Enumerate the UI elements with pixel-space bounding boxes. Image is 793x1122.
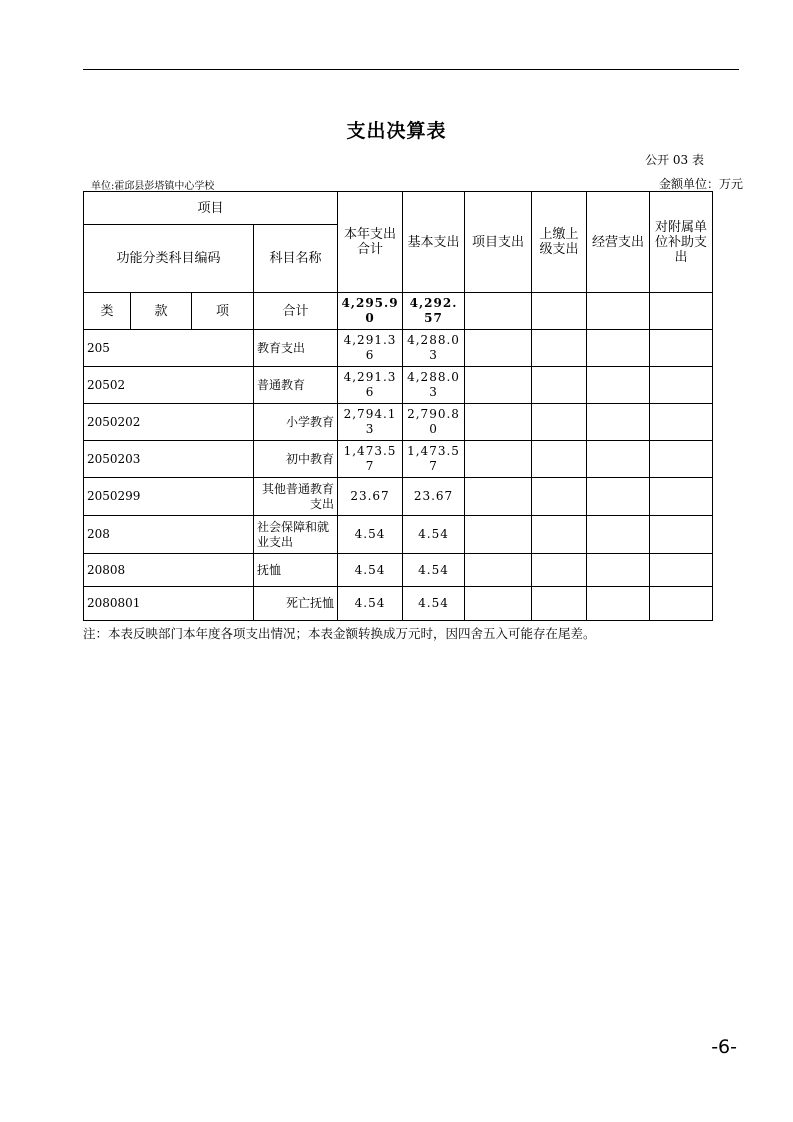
row-name: 抚恤 — [254, 554, 338, 587]
empty-cell — [650, 330, 713, 367]
row-total: 1,473.57 — [338, 441, 403, 478]
table-row — [84, 516, 713, 554]
header-total: 本年支出合计 — [338, 192, 403, 293]
table-row — [84, 587, 713, 621]
header-func-code: 功能分类科目编码 — [84, 225, 254, 293]
empty-cell — [532, 516, 587, 554]
empty-cell — [465, 516, 532, 554]
empty-cell — [650, 441, 713, 478]
sum-cell — [650, 293, 713, 330]
header-upper: 上缴上级支出 — [532, 192, 587, 293]
row-name: 社会保障和就业支出 — [254, 516, 338, 554]
table-row — [84, 367, 713, 404]
row-total: 2,794.13 — [338, 404, 403, 441]
empty-cell — [465, 367, 532, 404]
table-row — [84, 330, 713, 367]
header-basic: 基本支出 — [403, 192, 465, 293]
row-total: 23.67 — [338, 478, 403, 516]
form-number: 公开 03 表 — [645, 153, 704, 167]
row-total: 4.54 — [338, 554, 403, 587]
unit-name: 单位:霍邱县彭塔镇中心学校 — [91, 181, 215, 192]
row-basic: 4.54 — [403, 554, 465, 587]
top-rule — [83, 69, 739, 70]
row-total: 4.54 — [338, 516, 403, 554]
header-kuan: 款 — [131, 293, 192, 330]
header-project-exp: 项目支出 — [465, 192, 532, 293]
row-basic: 4.54 — [403, 587, 465, 621]
empty-cell — [650, 587, 713, 621]
table-row — [84, 554, 713, 587]
row-name: 死亡抚恤 — [254, 587, 338, 621]
empty-cell — [587, 367, 650, 404]
empty-cell — [532, 478, 587, 516]
row-basic: 23.67 — [403, 478, 465, 516]
empty-cell — [587, 441, 650, 478]
empty-cell — [532, 554, 587, 587]
sum-cell — [587, 293, 650, 330]
header-project: 项目 — [84, 192, 338, 225]
empty-cell — [465, 404, 532, 441]
empty-cell — [465, 587, 532, 621]
row-name: 教育支出 — [254, 330, 338, 367]
expenditure-table — [83, 191, 713, 621]
row-basic: 1,473.57 — [403, 441, 465, 478]
row-basic: 4,288.03 — [403, 330, 465, 367]
empty-cell — [532, 587, 587, 621]
empty-cell — [532, 367, 587, 404]
row-total: 4,291.36 — [338, 330, 403, 367]
empty-cell — [650, 516, 713, 554]
header-business: 经营支出 — [587, 192, 650, 293]
row-basic: 2,790.80 — [403, 404, 465, 441]
empty-cell — [465, 330, 532, 367]
row-code: 2050203 — [84, 441, 254, 478]
amount-unit: 金额单位：万元 — [658, 177, 743, 191]
page-number: -6- — [711, 1036, 737, 1058]
table-row — [84, 441, 713, 478]
row-name: 普通教育 — [254, 367, 338, 404]
row-code: 205 — [84, 330, 254, 367]
row-total: 4,291.36 — [338, 367, 403, 404]
empty-cell — [587, 516, 650, 554]
empty-cell — [650, 554, 713, 587]
empty-cell — [465, 441, 532, 478]
row-code: 208 — [84, 516, 254, 554]
row-code: 20502 — [84, 367, 254, 404]
empty-cell — [650, 404, 713, 441]
row-basic: 4.54 — [403, 516, 465, 554]
row-name: 初中教育 — [254, 441, 338, 478]
sum-cell — [532, 293, 587, 330]
sum-label: 合计 — [254, 293, 338, 330]
row-name: 其他普通教育支出 — [254, 478, 338, 516]
header-subject-name: 科目名称 — [254, 225, 338, 293]
sum-basic: 4,292.57 — [403, 293, 465, 330]
empty-cell — [465, 478, 532, 516]
page-title: 支出决算表 — [346, 120, 447, 142]
row-code: 2080801 — [84, 587, 254, 621]
empty-cell — [532, 330, 587, 367]
row-code: 20808 — [84, 554, 254, 587]
row-name: 小学教育 — [254, 404, 338, 441]
empty-cell — [587, 554, 650, 587]
header-lei: 类 — [84, 293, 131, 330]
sum-total: 4,295.90 — [338, 293, 403, 330]
empty-cell — [587, 404, 650, 441]
header-subsidy: 对附属单位补助支出 — [650, 192, 713, 293]
empty-cell — [650, 478, 713, 516]
empty-cell — [587, 330, 650, 367]
empty-cell — [465, 554, 532, 587]
table-note: 注：本表反映部门本年度各项支出情况；本表金额转换成万元时，因四舍五入可能存在尾差。 — [83, 626, 596, 641]
empty-cell — [650, 367, 713, 404]
header-xiang: 项 — [192, 293, 254, 330]
empty-cell — [532, 441, 587, 478]
table-row — [84, 404, 713, 441]
empty-cell — [532, 404, 587, 441]
row-basic: 4,288.03 — [403, 367, 465, 404]
row-code: 2050202 — [84, 404, 254, 441]
empty-cell — [587, 478, 650, 516]
row-code: 2050299 — [84, 478, 254, 516]
table-row — [84, 478, 713, 516]
sum-cell — [465, 293, 532, 330]
row-total: 4.54 — [338, 587, 403, 621]
empty-cell — [587, 587, 650, 621]
